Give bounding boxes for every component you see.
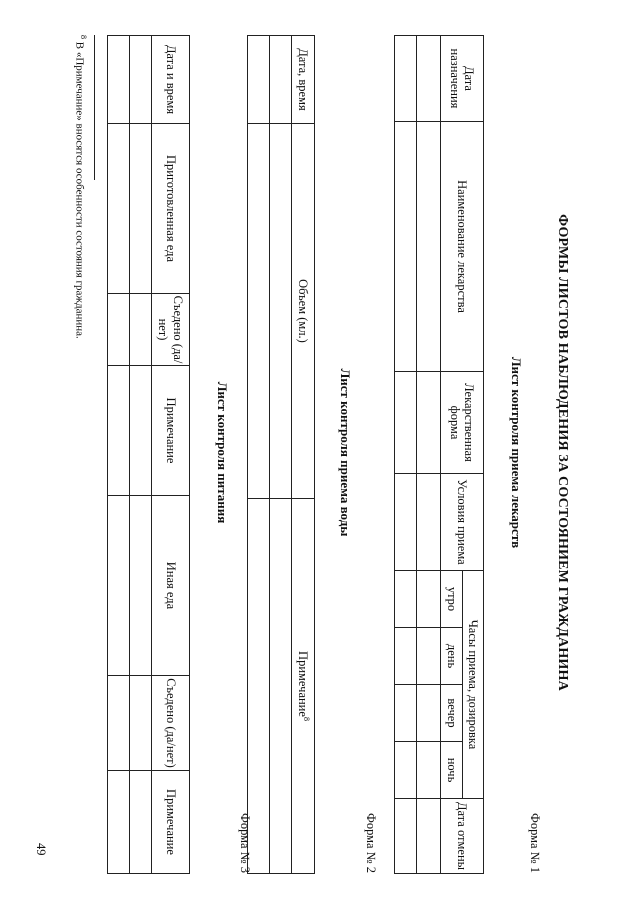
table-row xyxy=(395,36,417,874)
table-cell[interactable] xyxy=(108,294,130,366)
header-eaten-prepared: Съедено (да/нет) xyxy=(152,294,190,366)
header-note-prepared: Примечание xyxy=(152,366,190,496)
header-date-cancel: Дата отмены xyxy=(441,799,484,874)
table-row xyxy=(108,36,130,874)
table-cell[interactable] xyxy=(395,36,417,122)
table-cell[interactable] xyxy=(130,124,152,294)
header-eaten-other: Съедено (да/нет) xyxy=(152,676,190,771)
table-cell[interactable] xyxy=(395,799,417,874)
table-cell[interactable] xyxy=(248,36,270,124)
table-cell[interactable] xyxy=(417,742,441,799)
table-cell[interactable] xyxy=(108,771,130,874)
table-cell[interactable] xyxy=(395,474,417,571)
table-cell[interactable] xyxy=(395,742,417,799)
table-row xyxy=(130,36,152,874)
table-cell[interactable] xyxy=(395,628,417,685)
table-row xyxy=(270,36,292,874)
footnote-ref: 8 xyxy=(301,716,311,721)
table-cell[interactable] xyxy=(248,124,270,499)
table-cell[interactable] xyxy=(417,799,441,874)
document-title: ФОРМЫ ЛИСТОВ НАБЛЮДЕНИЯ ЗА СОСТОЯНИЕМ ГРАЖДАНИНА xyxy=(555,214,570,691)
header-datetime: Дата, время xyxy=(292,36,315,124)
form1-title: Лист контроля приема лекарств xyxy=(509,356,524,549)
table-cell[interactable] xyxy=(417,122,441,372)
form1-label: Форма № 1 xyxy=(528,813,542,873)
form3-label: Форма № 3 xyxy=(238,813,252,873)
header-morning: утро xyxy=(441,571,463,628)
table-cell[interactable] xyxy=(130,36,152,124)
table-cell[interactable] xyxy=(417,571,441,628)
header-volume: Объем (мл.) xyxy=(292,124,315,499)
form2-title: Лист контроля приема воды xyxy=(338,368,353,537)
footnote-divider xyxy=(94,35,95,180)
header-date-assigned: Дата назначения xyxy=(441,36,484,122)
table-cell[interactable] xyxy=(395,372,417,474)
header-datetime: Дата и время xyxy=(152,36,190,124)
table-cell[interactable] xyxy=(417,685,441,742)
header-day: день xyxy=(441,628,463,685)
nutrition-control-table xyxy=(107,35,190,874)
table-cell[interactable] xyxy=(417,36,441,122)
table-cell[interactable] xyxy=(108,36,130,124)
table-cell[interactable] xyxy=(130,676,152,771)
header-prepared-food: Приготовленная еда xyxy=(152,124,190,294)
table-cell[interactable] xyxy=(270,499,292,874)
table-cell[interactable] xyxy=(130,294,152,366)
table-cell[interactable] xyxy=(130,496,152,676)
header-note-other: Примечание xyxy=(152,771,190,874)
table-cell[interactable] xyxy=(108,124,130,294)
form3-title: Лист контроля питания xyxy=(215,381,230,524)
header-conditions: Условия приема xyxy=(441,474,484,571)
table-cell[interactable] xyxy=(417,628,441,685)
table-cell[interactable] xyxy=(417,474,441,571)
table-cell[interactable] xyxy=(270,124,292,499)
table-cell[interactable] xyxy=(130,771,152,874)
footnote-mark: 8 xyxy=(79,35,88,39)
page-number: 49 xyxy=(34,843,48,856)
table-cell[interactable] xyxy=(417,372,441,474)
table-cell[interactable] xyxy=(108,496,130,676)
table-cell[interactable] xyxy=(395,122,417,372)
table-row xyxy=(248,36,270,874)
form2-label: Форма № 2 xyxy=(364,813,378,873)
table-cell[interactable] xyxy=(130,366,152,496)
table-row xyxy=(417,36,441,874)
table-cell[interactable] xyxy=(395,571,417,628)
table-cell[interactable] xyxy=(270,36,292,124)
header-drug-name: Наименование лекарства xyxy=(441,122,484,372)
table-cell[interactable] xyxy=(395,685,417,742)
table-cell[interactable] xyxy=(108,366,130,496)
header-note xyxy=(292,499,315,874)
footnote-text: В «Примечание» вносятся особенности состояния гражданина. xyxy=(73,41,86,339)
header-other-food: Иная еда xyxy=(152,496,190,676)
header-hours-dosage: Часы приема, дозировка xyxy=(463,571,484,799)
medication-control-table xyxy=(394,35,484,874)
water-control-table xyxy=(247,35,315,874)
header-night: ночь xyxy=(441,742,463,799)
header-note-label: Примечание xyxy=(295,651,310,717)
table-cell[interactable] xyxy=(108,676,130,771)
header-dosage-form: Лекарственная форма xyxy=(441,372,484,474)
footnote xyxy=(73,35,88,339)
header-evening: вечер xyxy=(441,685,463,742)
